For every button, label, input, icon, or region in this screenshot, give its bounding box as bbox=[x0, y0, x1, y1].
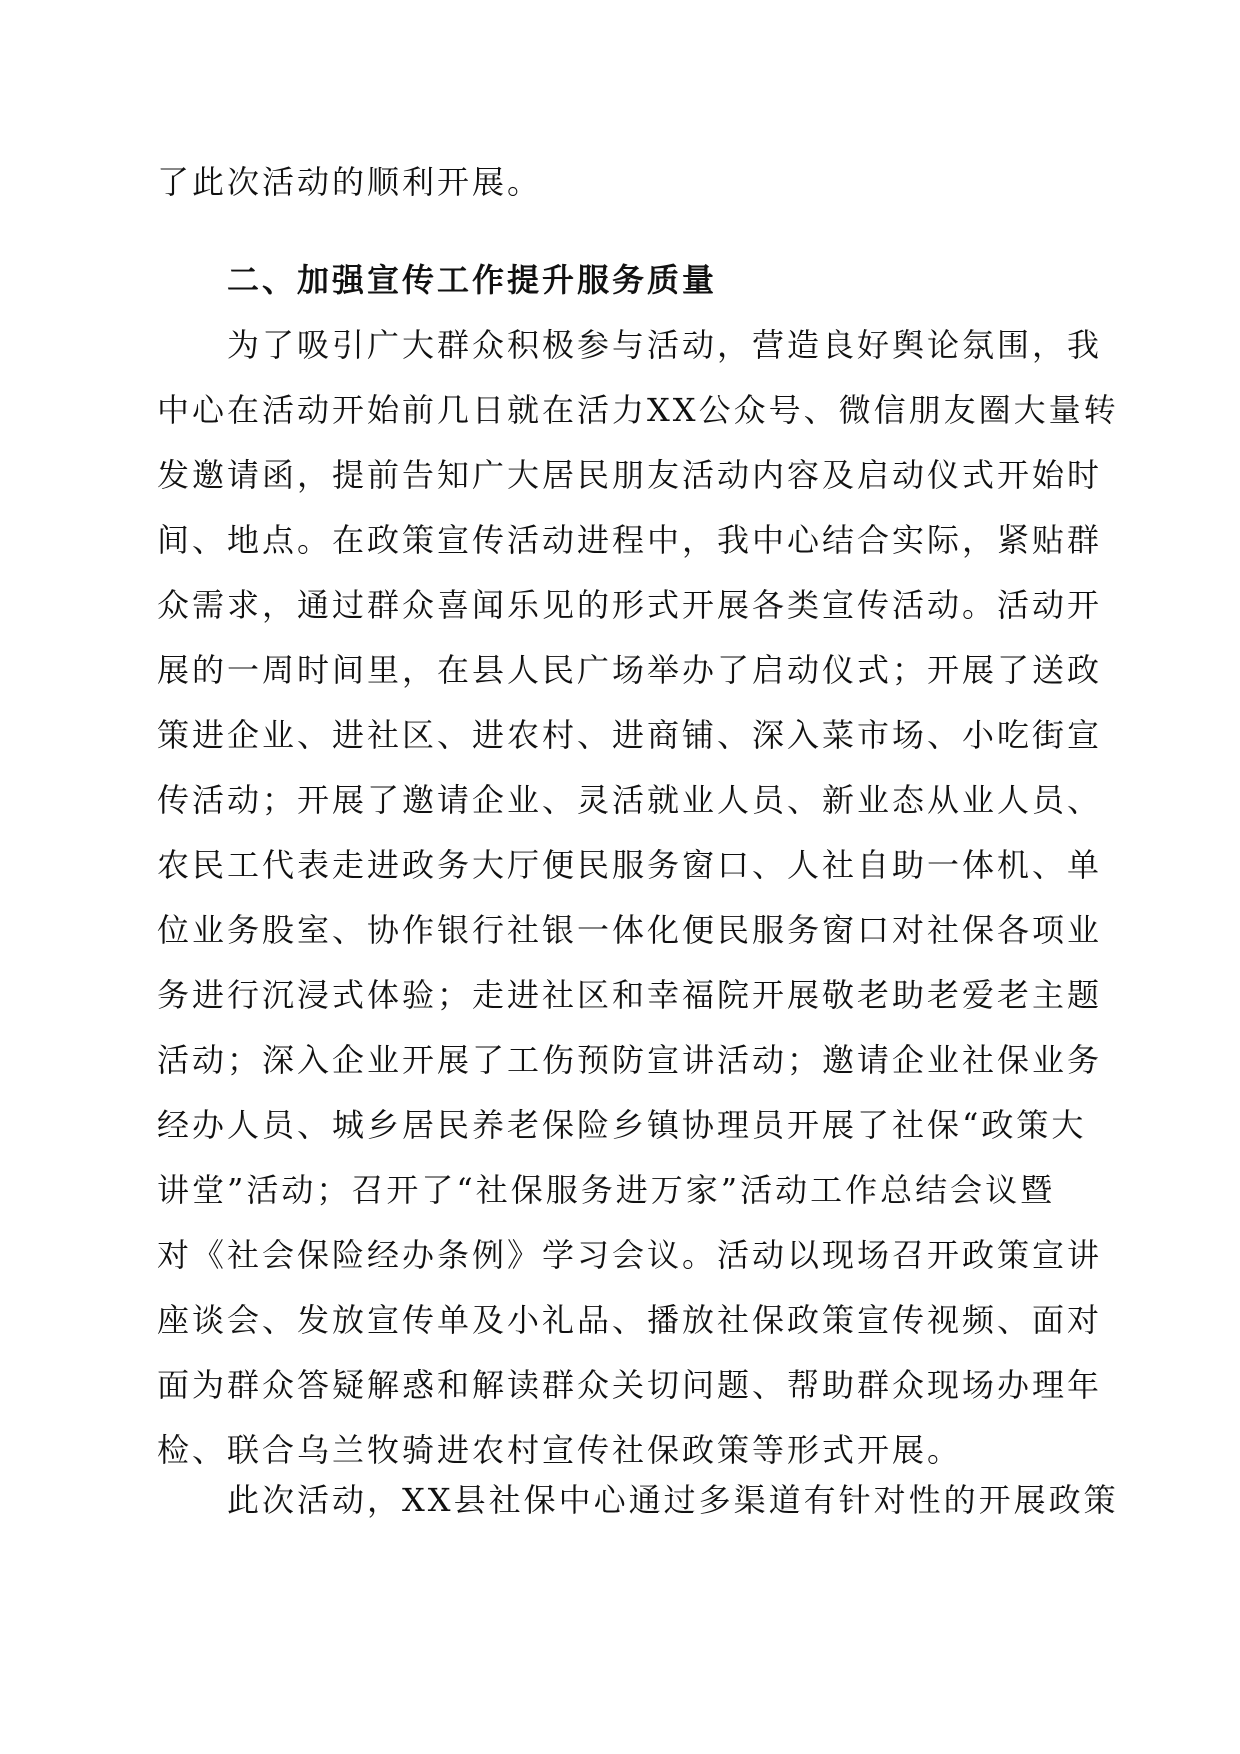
text-line: 中心在活动开始前几日就在活力XX公众号、微信朋友圈大量转 bbox=[157, 391, 1119, 429]
text-line: 发邀请函，提前告知广大居民朋友活动内容及启动仪式开始时 bbox=[157, 456, 1103, 494]
text-line: 策进企业、进社区、进农村、进商铺、深入菜市场、小吃街宣 bbox=[157, 716, 1103, 754]
text-line: 座谈会、发放宣传单及小礼品、播放社保政策宣传视频、面对 bbox=[157, 1301, 1103, 1339]
text-line: 对《社会保险经办条例》学习会议。活动以现场召开政策宣讲 bbox=[157, 1236, 1103, 1274]
text-line: 农民工代表走进政务大厅便民服务窗口、人社自助一体机、单 bbox=[157, 846, 1103, 884]
text-line: 此次活动，XX县社保中心通过多渠道有针对性的开展政策 bbox=[227, 1481, 1119, 1519]
text-line: 务进行沉浸式体验；走进社区和幸福院开展敬老助老爱老主题 bbox=[157, 976, 1103, 1014]
text-line: 讲堂”活动；召开了“社保服务进万家”活动工作总结会议暨 bbox=[157, 1171, 1056, 1209]
text-line: 面为群众答疑解惑和解读群众关切问题、帮助群众现场办理年 bbox=[157, 1366, 1103, 1404]
text-line: 活动；深入企业开展了工伤预防宣讲活动；邀请企业社保业务 bbox=[157, 1041, 1103, 1079]
text-line: 位业务股室、协作银行社银一体化便民服务窗口对社保各项业 bbox=[157, 911, 1103, 949]
text-line: 众需求，通过群众喜闻乐见的形式开展各类宣传活动。活动开 bbox=[157, 586, 1103, 624]
text-line: 经办人员、城乡居民养老保险乡镇协理员开展了社保“政策大 bbox=[157, 1106, 1087, 1144]
section-heading bbox=[157, 248, 1077, 313]
text-line: 了此次活动的顺利开展。 bbox=[157, 163, 543, 201]
body-paragraph-2 bbox=[157, 1468, 1119, 1533]
text-line: 为了吸引广大群众积极参与活动，营造良好舆论氛围，我 bbox=[227, 326, 1103, 364]
continuation-paragraph bbox=[157, 150, 1077, 215]
section-heading-text: 二、加强宣传工作提升服务质量 bbox=[227, 261, 718, 299]
text-line: 展的一周时间里，在县人民广场举办了启动仪式；开展了送政 bbox=[157, 651, 1103, 689]
text-line: 间、地点。在政策宣传活动进程中，我中心结合实际，紧贴群 bbox=[157, 521, 1103, 559]
text-line: 传活动；开展了邀请企业、灵活就业人员、新业态从业人员、 bbox=[157, 781, 1103, 819]
text-line: 检、联合乌兰牧骑进农村宣传社保政策等形式开展。 bbox=[157, 1431, 963, 1469]
body-paragraph-1 bbox=[157, 313, 1119, 1483]
